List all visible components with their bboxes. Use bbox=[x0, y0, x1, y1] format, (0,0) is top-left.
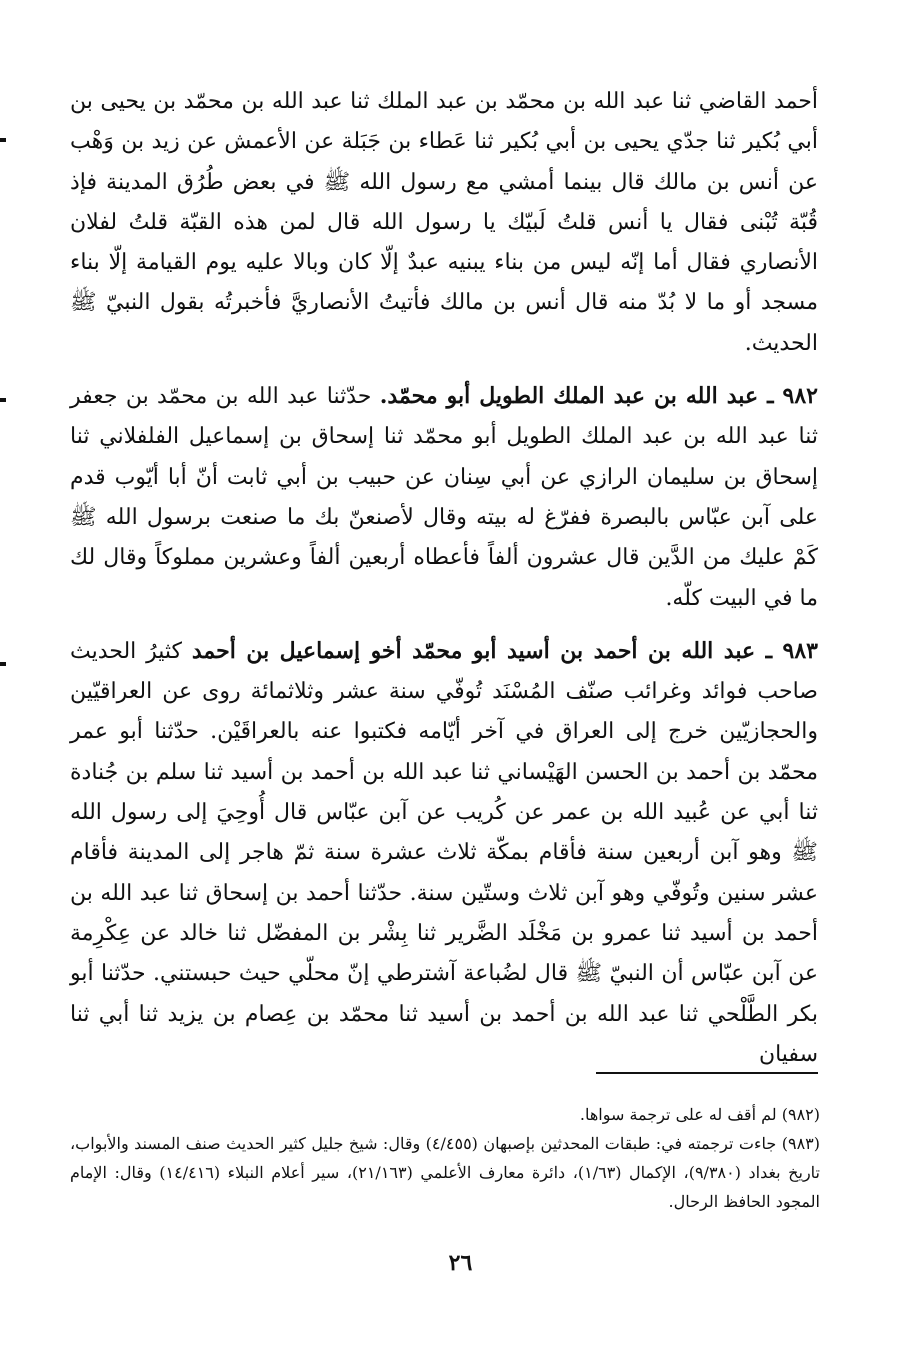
margin-mark bbox=[0, 138, 6, 142]
paragraph-text: أحمد القاضي ثنا عبد الله بن محمّد بن عبد الملك ثنا عبد الله بن محمّد بن يحيى بن أبي بُكير ثنا جدّي يحيى بن أبي بُكير ثنا عَطاء بن جَبَلة عن الأعمش عن زيد بن وَهْب عن أنس بن مالك قال بينما أمشي مع رسول الله ﷺ في بعض طُرُق المدينة فإذ قُبّة تُبْنى فقال يا أنس قلتُ لَبيّك يا رسول الله قال لمن هذه القبّة قلتُ لفلان الأنصاري فقال أما إنّه ليس من بناء يبنيه عبدٌ إلّا كان وبالا عليه يوم القيامة إلّا بناء مسجد أو ما لا بُدّ منه قال أنس بن مالك فأتيتُ الأنصاريَّ فأخبرتُه بقول النبيّ ﷺ الحديث. bbox=[70, 89, 818, 356]
margin-mark bbox=[0, 398, 6, 402]
entry-982 bbox=[70, 376, 818, 619]
footnote-separator bbox=[596, 1072, 818, 1074]
page-number: ٢٦ bbox=[448, 1250, 473, 1276]
entry-983-text: كثيرُ الحديث صاحب فوائد وغرائب صنّف المُسْنَد تُوفّي سنة عشر وثلاثمائة روى عن العراقيّين والحجازيّين خرج إلى العراق في آخر أيّامه فكتبوا عنه بالعراقَيْن. حدّثنا أبو عمر محمّد بن أحمد بن الحسن الهَيْساني ثنا عبد الله بن أحمد بن أسيد ثنا سلم بن جُنادة ثنا أبي عن عُبيد الله بن عمر عن كُريب عن آبن عبّاس قال أُوحِيَ إلى رسول الله ﷺ وهو آبن أربعين سنة فأقام بمكّة ثلاث عشرة سنة ثمّ هاجر إلى المدينة فأقام عشر سنين وتُوفّي وهو آبن ثلاث وستّين سنة. حدّثنا أحمد بن إسحاق ثنا عبد الله بن أحمد بن أسيد ثنا عمرو بن مَخْلَد الضَّرير ثنا بِشْر بن المفضّل ثنا خالد عن عِكْرِمة عن آبن عبّاس أن النبيّ ﷺ قال لضُباعة آشترطي إنّ محلّي حيث حبستني. حدّثنا أبو بكر الطَّلْحي ثنا عبد الله بن أحمد بن أسيد ثنا محمّد بن عِصام بن يزيد ثنا أبي ثنا سفيان bbox=[70, 638, 818, 1067]
paragraph-continuation bbox=[70, 82, 818, 364]
entry-983 bbox=[70, 631, 818, 1075]
entry-983-heading: ٩٨٣ ـ عبد الله بن أحمد بن أسيد أبو محمّد أخو إسماعيل بن أحمد bbox=[191, 637, 818, 664]
entry-982-heading: ٩٨٢ ـ عبد الله بن عبد الملك الطويل أبو محمّد. bbox=[379, 383, 818, 410]
footnotes bbox=[70, 1100, 820, 1216]
main-text bbox=[70, 82, 818, 1075]
margin-mark bbox=[0, 662, 6, 666]
footnote-983: (٩٨٣) جاءت ترجمته في: طبقات المحدثين بإصبهان (٤/٤٥٥) وقال: شيخ جليل كثير الحديث صنف المسند والأبواب، تاريخ بغداد (٩/٣٨٠)، الإكمال (١/٦٣)، دائرة معارف الأعلمي (٢١/١٦٣)، سير أعلام النبلاء (١٤/٤١٦) وقال: الإمام المجود الحافظ الرحال. bbox=[70, 1134, 821, 1211]
footnote-982: (٩٨٢) لم أقف له على ترجمة سواها. bbox=[579, 1105, 820, 1124]
entry-982-text: حدّثنا عبد الله بن محمّد بن جعفر ثنا عبد الله بن عبد الملك الطويل أبو محمّد ثنا إسحاق بن إسماعيل الفلفلاني ثنا إسحاق بن سليمان الرازي عن أبي سِنان عن حبيب بن أبي ثابت أنّ أبا أيّوب قدم على آبن عبّاس بالبصرة ففرّغ له بيته وقال لأصنعنّ بك ما صنعت برسول الله ﷺ كَمْ عليك من الدَّين قال عشرون ألفاً فأعطاه أربعين ألفاً وعشرين مملوكاً وقال لك ما في البيت كلّه. bbox=[70, 384, 818, 611]
